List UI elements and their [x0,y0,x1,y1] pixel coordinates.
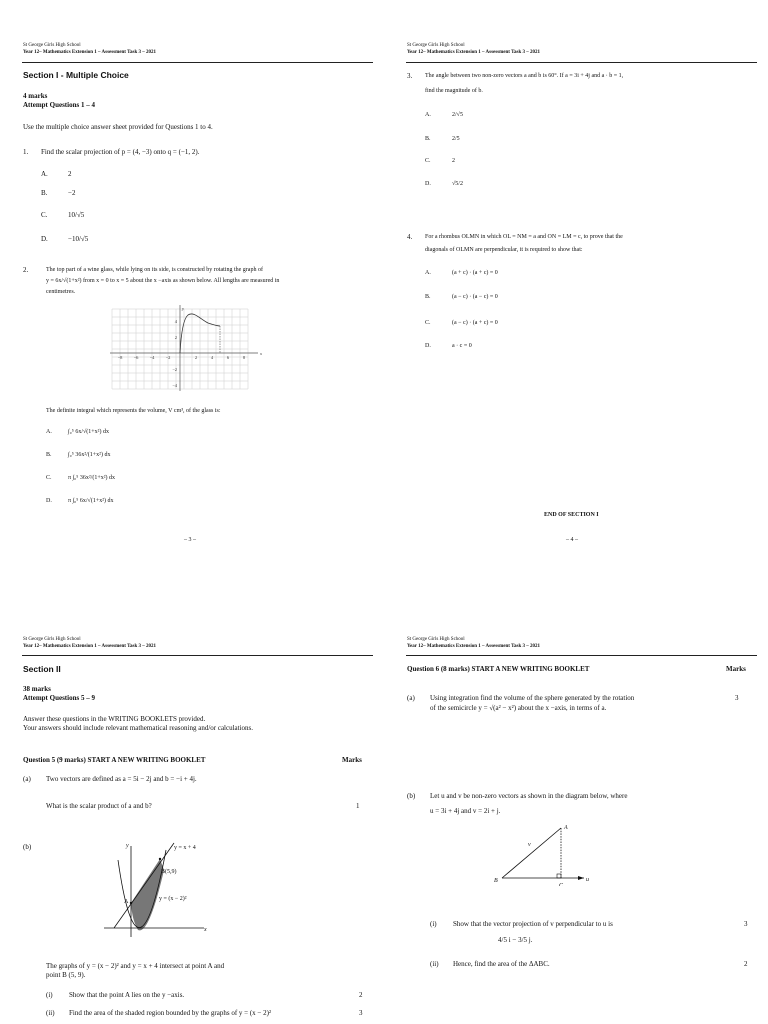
option-letter: C. [41,211,48,219]
page-number-4: – 4 – [566,537,578,543]
question-text-line: The top part of a wine glass, while lying on its side, is constructed by rotating the graph of [46,267,263,273]
question-text-line: y = 6x/√(1+x²) from x = 0 to x = 5 about the x −axis as shown below. All lengths are measured in [46,278,280,284]
option-value: 2 [452,158,455,164]
part-text: Using integration find the volume of the sphere generated by the rotation [430,694,635,702]
marks-label: 38 marks [23,685,51,693]
point-a [130,902,132,904]
option-value: √5/2 [452,181,463,187]
tick-label: 2 [174,335,177,340]
section-title: Section II [23,664,61,674]
question-number: 3. [407,72,413,80]
axis-label-y: y [182,306,184,311]
right-angle-mark [557,874,561,878]
attempt-label: Attempt Questions 1 – 4 [23,101,95,109]
tick-label: −4 [149,355,155,360]
option-value: (a + c) · (a + c) = 0 [452,270,498,276]
option-letter: D. [46,498,52,504]
part-marks: 1 [356,802,360,810]
header-rule [22,62,373,63]
page-header [23,42,156,56]
option-value: 10/√5 [68,211,85,219]
header-rule [406,62,757,63]
subpart-text: Show that the vector projection of v perpendicular to u is [453,920,613,928]
option-value: (a − c) · (a + c) = 0 [452,320,498,326]
line-label: y = x + 4 [174,845,196,851]
part-text: of the semicircle y = √(a² − x²) about the x −axis, in terms of a. [430,704,607,712]
question-text-line: The angle between two non-zero vectors a and b is 60°. If a = 3i + 4j and a · b = 1, [425,73,624,79]
axis-label-y: y [126,843,129,849]
school-name: St George Girls High School [407,637,465,642]
page-header [23,636,156,650]
course-title: Year 12– Mathematics Extension 1 – Assessment Task 3 – 2021 [407,50,540,55]
subpart-label: (i) [430,920,437,928]
page-4 [384,0,768,512]
header-rule [22,655,373,656]
point-a-label: A [124,899,129,905]
subpart-text: Find the area of the shaded region bounded by the graphs of y = (x − 2)² [69,1009,272,1017]
label-v: v [528,842,531,848]
axis-label-x: x [204,927,207,933]
option-letter: B. [425,294,431,300]
tick-label: −4 [172,383,177,388]
section-title: Section I - Multiple Choice [23,70,129,80]
tick-label: −6 [133,355,139,360]
label-u: u [586,877,589,883]
subpart-label: (i) [46,991,53,999]
subpart-marks: 3 [744,920,748,928]
page-number-3: – 3 – [184,537,196,543]
subpart-marks: 2 [359,991,363,999]
tick-label: −2 [165,355,171,360]
tick-label: 4 [210,355,214,360]
option-value: −2 [68,189,76,197]
part-label: (a) [23,775,31,783]
subpart-text: Show that the point A lies on the y −axis. [69,991,185,999]
attempt-label: Attempt Questions 5 – 9 [23,694,95,702]
question-text-line: centimetres. [46,289,76,295]
question-text-line: For a rhombus OLMN in which OL = NM = a and ON = LM = c, to prove that the [425,234,623,240]
option-value: 2/5 [452,136,460,142]
option-value: π ∫₀⁵ 36x²/(1+x²) dx [68,475,116,481]
part-text: Let u and v be non-zero vectors as shown in the diagram below, where [430,792,628,800]
part-text: The graphs of y = (x − 2)² and y = x + 4 intersect at point A and [46,962,225,970]
tick-label: −8 [117,355,123,360]
marks-label: 4 marks [23,92,48,100]
option-letter: C. [425,158,431,164]
point-b [159,858,161,860]
page-5 [0,594,384,1024]
school-name: St George Girls High School [407,43,465,48]
part-text: Two vectors are defined as a = 5i − 2j and b = −i + 4j. [46,775,197,783]
page-3 [0,0,384,512]
question-text: Find the scalar projection of p = (4, −3) onto q = (−1, 2). [41,148,200,156]
option-value: 2/√5 [452,112,463,118]
option-letter: A. [425,112,431,118]
option-letter: D. [41,235,48,243]
subpart-label: (ii) [430,960,439,968]
parabola-line-graph [104,840,216,938]
page-header [407,42,540,56]
option-letter: A. [425,270,431,276]
option-letter: A. [46,429,52,435]
option-letter: A. [41,170,48,178]
question-number: 4. [407,233,413,241]
course-title: Year 12– Mathematics Extension 1 – Assessment Task 3 – 2021 [407,644,540,649]
subpart-text: Hence, find the area of the ΔABC. [453,960,550,968]
axis-label-x: x [260,351,262,356]
label-a: A [564,825,568,831]
marks-heading: Marks [726,665,746,673]
question-title: Question 5 (9 marks) START A NEW WRITING BOOKLET [23,756,206,764]
part-label: (a) [407,694,415,702]
label-c: C [559,883,564,886]
marks-heading: Marks [342,756,362,764]
option-letter: B. [425,136,431,142]
label-b: B [494,878,498,884]
tick-label: 4 [174,319,177,324]
subpart-label: (ii) [46,1009,55,1017]
question-title: Question 6 (8 marks) START A NEW WRITING BOOKLET [407,665,590,673]
option-letter: B. [41,189,48,197]
option-value: (a − c) · (a − c) = 0 [452,294,498,300]
header-rule [406,655,757,656]
course-title: Year 12– Mathematics Extension 1 – Assessment Task 3 – 2021 [23,644,156,649]
part-text: point B (5, 9). [46,971,86,979]
option-value: π ∫₀⁵ 6x/√(1+x²) dx [68,498,114,504]
wine-glass-graph [110,305,266,393]
parabola-label: y = (x − 2)² [159,896,187,902]
option-value: ∫₀⁵ 6x/√(1+x²) dx [68,429,109,435]
question-prompt: The definite integral which represents the volume, V cm³, of the glass is: [46,408,221,414]
tick-label: 8 [242,355,246,360]
subpart-marks: 2 [744,960,748,968]
course-title: Year 12– Mathematics Extension 1 – Assessment Task 3 – 2021 [23,50,156,55]
part-label: (b) [23,843,32,851]
part-question: What is the scalar product of a and b? [46,802,152,810]
school-name: St George Girls High School [23,637,81,642]
part-text: u = 3i + 4j and v = 2i + j. [430,807,501,815]
tick-label: 6 [226,355,230,360]
vector-triangle-diagram [488,820,594,886]
school-name: St George Girls High School [23,43,81,48]
option-letter: D. [425,181,431,187]
instruction-text: Answer these questions in the WRITING BOOKLETS provided. [23,715,206,723]
option-letter: D. [425,343,431,349]
option-letter: B. [46,452,52,458]
tick-label: −2 [172,367,177,372]
subpart-result: 4/5 i − 3/5 j. [498,936,533,944]
tick-label: 2 [194,355,198,360]
question-number: 1. [23,148,29,156]
question-number: 2. [23,266,29,274]
option-value: a · c = 0 [452,343,472,349]
part-label: (b) [407,792,416,800]
question-text-line: find the magnitude of b. [425,88,483,94]
question-text-line: diagonals of OLMN are perpendicular, it is required to show that: [425,247,583,253]
instruction-text: Use the multiple choice answer sheet provided for Questions 1 to 4. [23,123,213,131]
option-value: ∫₀⁵ 36x²/(1+x²) dx [68,452,111,458]
subpart-marks: 3 [359,1009,363,1017]
instruction-text: Your answers should include relevant mathematical reasoning and/or calculations. [23,724,254,732]
option-letter: C. [46,475,52,481]
page-6 [384,594,768,1024]
option-value: −10/√5 [68,235,89,243]
part-marks: 3 [735,694,739,702]
option-value: 2 [68,170,72,178]
option-letter: C. [425,320,431,326]
end-of-section-label: END OF SECTION I [544,512,599,518]
point-b-label: B(5,9) [161,869,177,875]
vector-v-line [502,828,561,878]
page-header [407,636,540,650]
